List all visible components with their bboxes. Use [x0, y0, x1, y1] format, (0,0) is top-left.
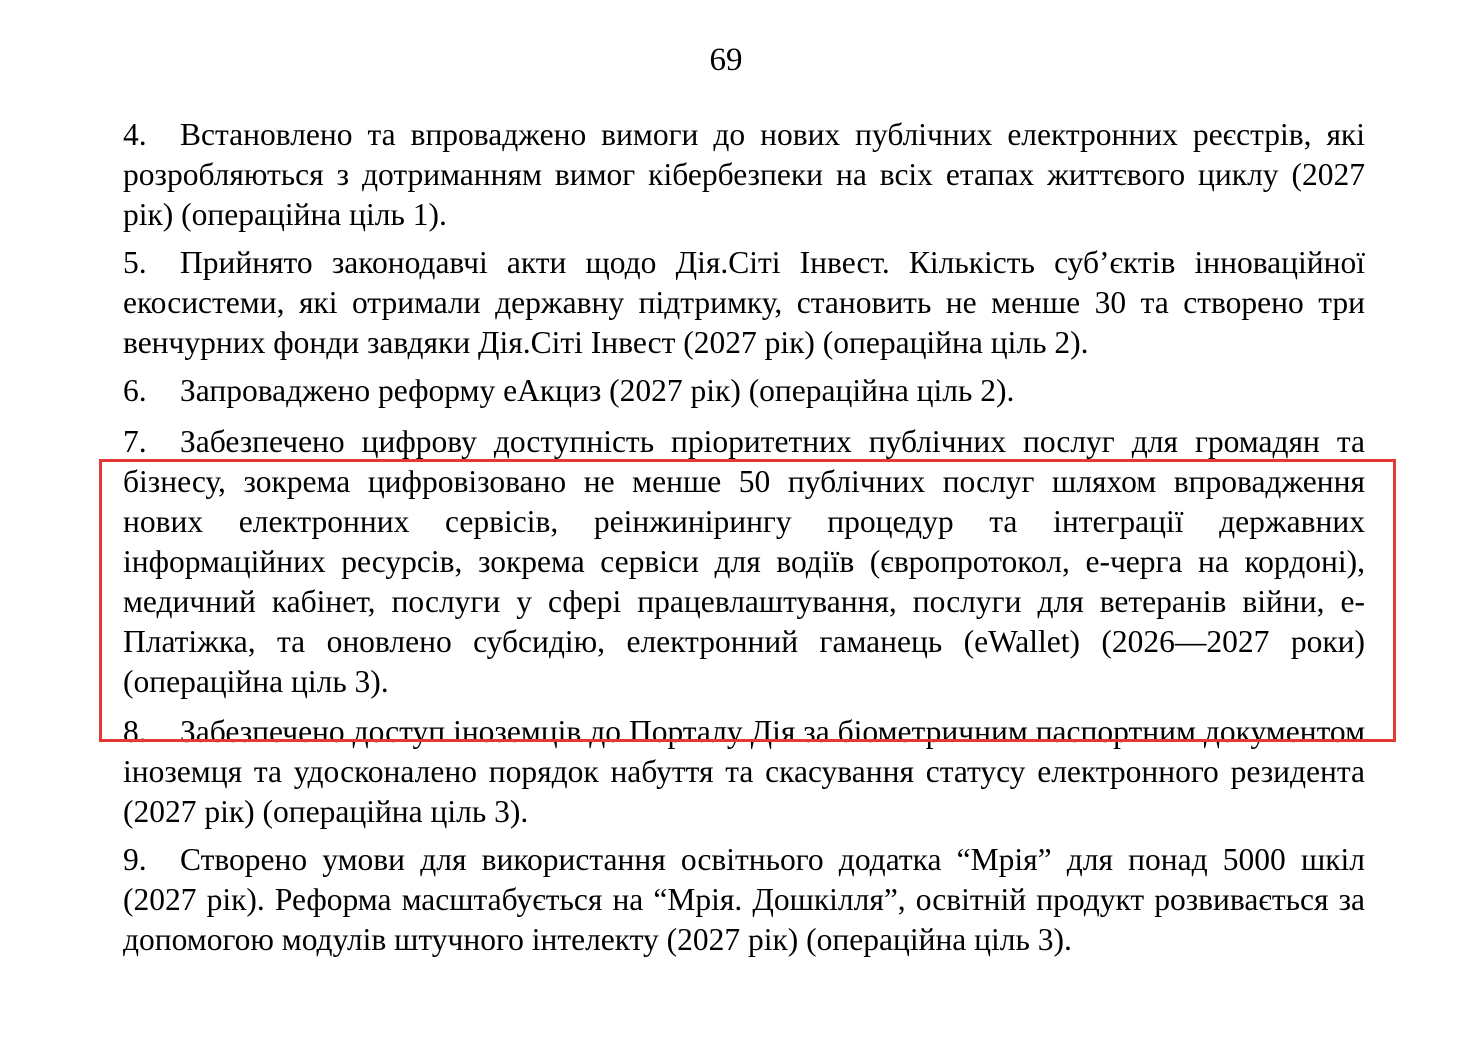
item-number: 5. — [123, 245, 147, 280]
item-number: 9. — [123, 842, 147, 877]
item-number: 4. — [123, 117, 147, 152]
item-text: Запроваджено реформу еАкциз (2027 рік) (операційна ціль 2). — [180, 373, 1015, 408]
item-text: Забезпечено доступ іноземців до Порталу Дія за біометричним паспортним документом іноземця та удосконалено порядок набуття та скасування статусу електронного резидента (2027 рік) (операційна ціль 3). — [123, 714, 1365, 829]
list-item-4 — [123, 115, 1365, 235]
list-item-6 — [123, 371, 1365, 411]
list-item-9 — [123, 840, 1365, 960]
page-number: 69 — [709, 42, 743, 78]
item-text: Забезпечено цифрову доступність пріоритетних публічних послуг для громадян та бізнесу, зокрема цифровізовано не менше 50 публічних послуг шляхом впровадження нових електронних сервісів, реінжинірингу процедур та інтеграції державних інформаційних ресурсів, зокрема сервіси для водіїв (європротокол, е-черга на кордоні), медичний кабінет, послуги у сфері працевлаштування, послуги для ветеранів війни, е-Платіжка, та оновлено субсидію, електронний гаманець (eWallet) (2026—2027 роки) (операційна ціль 3). — [123, 424, 1365, 699]
item-text: Встановлено та впроваджено вимоги до нових публічних електронних реєстрів, які розробляються з дотриманням вимог кібербезпеки на всіх етапах життєвого циклу (2027 рік) (операційна ціль 1). — [123, 117, 1365, 232]
list-item-8 — [123, 712, 1365, 832]
item-number: 8. — [123, 714, 147, 749]
item-number: 6. — [123, 373, 147, 408]
list-item-7-highlighted — [123, 422, 1365, 702]
item-text: Створено умови для використання освітнього додатка “Мрія” для понад 5000 шкіл (2027 рік). Реформа масштабується на “Мрія. Дошкілля”, освітній продукт розвивається за допомогою модулів штучного інтелекту (2027 рік) (операційна ціль 3). — [123, 842, 1365, 957]
list-item-5 — [123, 243, 1365, 363]
document-body — [123, 115, 1365, 968]
item-number: 7. — [123, 424, 147, 459]
item-text: Прийнято законодавчі акти щодо Дія.Сіті Інвест. Кількість суб’єктів інноваційної екосистеми, які отримали державну підтримку, становить не менше 30 та створено три венчурних фонди завдяки Дія.Сіті Інвест (2027 рік) (операційна ціль 2). — [123, 245, 1365, 360]
